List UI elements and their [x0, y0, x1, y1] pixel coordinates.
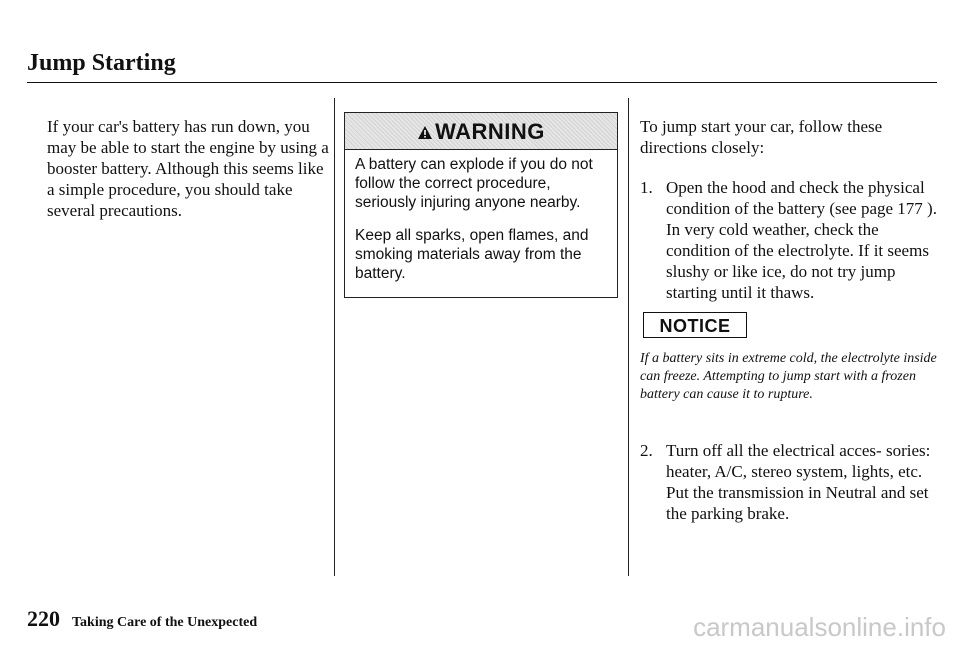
notice-text: If a battery sits in extreme cold, the electrolyte inside can freeze. Attempting to jump start with a frozen battery can cause it to rupture.	[640, 351, 937, 402]
step-item	[640, 177, 940, 303]
notice-box	[643, 312, 747, 338]
page-number: 220	[27, 606, 60, 631]
intro-paragraph: If your car's battery has run down, you may be able to start the engine by using a booster battery. Although this seems like a simple procedure, you should take several precautions.	[47, 117, 329, 220]
warning-heading	[345, 119, 617, 146]
instructions-column	[640, 116, 940, 303]
warning-paragraph: Keep all sparks, open flames, and smoking materials away from the battery.	[355, 227, 589, 282]
warning-text	[355, 155, 613, 297]
column-divider-right	[628, 98, 629, 576]
step-text: Open the hood and check the physical condition of the battery (see page 177 ). In very cold weather, check the condition of the electrolyte. If it seems slushy or like ice, do not try jump starting until it thaws.	[666, 178, 937, 302]
step-item	[640, 440, 940, 524]
warning-label: WARNING	[435, 119, 545, 144]
warning-paragraph: A battery can explode if you do not follow the correct procedure, seriously injuring anyone nearby.	[355, 156, 593, 211]
warning-triangle-icon	[417, 120, 433, 146]
notice-label: NOTICE	[659, 316, 731, 336]
instructions-lead: To jump start your car, follow these directions closely:	[640, 117, 883, 157]
watermark: carmanualsonline.info	[693, 612, 946, 642]
step-extra-text: Put the transmission in Neutral and set the parking brake.	[666, 483, 929, 523]
step-body	[640, 440, 940, 524]
step-number: 2.	[640, 441, 653, 460]
page-footer	[27, 606, 257, 632]
step-number: 1.	[640, 178, 653, 197]
warning-box	[344, 112, 618, 298]
step-text: Turn off all the electrical acces- sories: heater, A/C, stereo system, lights, etc.	[666, 441, 931, 481]
section-name: Taking Care of the Unexpected	[72, 615, 258, 630]
page-title: Jump Starting	[27, 50, 176, 76]
step-list	[640, 177, 940, 303]
header-rule	[27, 82, 937, 83]
column-divider-left	[334, 98, 335, 576]
warning-header	[345, 113, 617, 150]
